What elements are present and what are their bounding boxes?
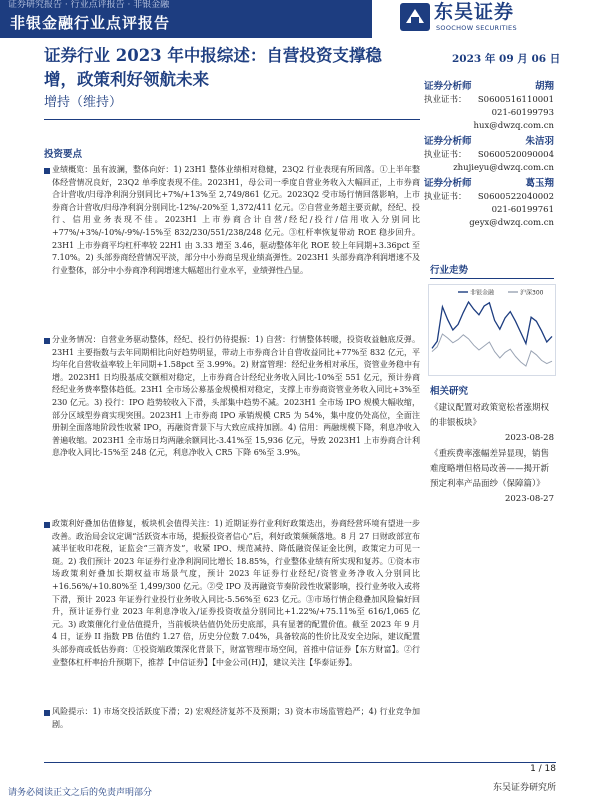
related-item-date: 2023-08-28 [504,433,554,443]
related-item-title[interactable]: 《建议配置对政策宽松者涨期权的非银板块》 [430,403,550,428]
analyst-email[interactable]: hux@dwzq.com.cn [473,121,554,131]
logo-english: SOOCHOW SECURITIES [436,24,517,32]
series-line-0 [432,302,552,348]
report-date: 2023 年 09 月 06 日 [452,53,561,65]
legend-label: 沪深300 [520,289,544,297]
cert-number: S0600520090004 [477,150,554,160]
disclaimer: 请务必阅读正文之后的免责声明部分 [0,786,240,800]
analyst-name: 朱洁羽 [525,136,554,147]
chart-frame [429,285,556,376]
logo-mark-icon [400,3,430,31]
paragraph-risk: 风险提示：1) 市场交投活跃度下滑；2) 宏观经济复苏不及预期；3) 资本市场监管趋严；4) 行业竞争加剧。 [52,707,420,729]
related-item[interactable] [430,447,554,507]
related-item-date: 2023-08-27 [504,494,554,504]
bullet-icon [44,710,50,716]
bullet-icon [44,522,50,528]
report-type-title: 非银金融行业点评报告 [10,14,171,32]
legend-label: 非银金融 [470,289,495,297]
rating: 增持（维持） [44,95,123,110]
analyst-name: 葛玉翔 [525,178,554,189]
company-logo [400,2,596,34]
related-research [430,384,554,508]
analyst-panel [424,80,554,232]
analyst-email[interactable]: geyx@dwzq.com.cn [469,218,554,228]
footer-organization: 东吴证券研究所 [492,783,556,793]
related-item[interactable] [430,401,554,446]
trend-label: 行业走势 [430,265,469,276]
related-item-title[interactable]: 《重疾费率涨幅差异显现，销售难度略增但格局改善——揭开新预定利率产品面纱（保障篇）》 [430,449,550,489]
analyst-role: 证券分析师 [424,136,472,147]
trend-chart-svg [428,284,556,376]
bullet-icon [44,338,50,344]
analyst-phone: 021-60199761 [491,205,554,215]
analyst-phone: 021-60199793 [491,108,554,118]
analyst-card [424,135,554,175]
report-title-line-1: 证券行业 2023 年中报综述：自营投资支撑稳 [44,46,382,65]
cert-number: S0600516110001 [477,95,554,105]
analyst-email[interactable]: zhujieyu@dwzq.com.cn [453,163,554,173]
page-number: 1 / 18 [530,764,556,774]
title-divider [44,119,420,120]
investment-points-label: 投资要点 [44,149,83,160]
cert-label: 执业证书： [424,192,467,202]
related-title: 相关研究 [430,386,469,397]
paragraph-performance: 业绩概览：虽有波澜，整体向好：1) 23H1 整体业绩相对稳健，23Q2 行业表现有所回落。①上半年整体经营情况良好，23Q2 单季度表现不佳。2023H1，母公司一季度自营业务收入大幅回正，上市券商合计营收/归母净利润分别同比+7%/+13%至 2,749/861 亿元。2023Q2 受市场行情回落影响，上市券商合计营收/归母净利润分别同比-12%/-20%至 1,372/411 亿元。②自营业务超主要贡献，经纪、投行、信用业务表现不佳。2023H1 上市券商合计自营/经纪/投行/信用收入分别同比+77%/+3%/-10%/-9%/-15%至 832/230/551/238/248 亿元。③杠杆率恢复带动 ROE 稳步回升。23H1 上市券商平均杠杆率较 22H1 由 3.33 增至 3.46，驱动整体年化 ROE 较上年同期+3.36pct 至 7.10%。2) 头部券商经营情况平淡，部分中小券商呈现业绩高弹性。2023H1 头部券商净利润增速不及行业整体，部分中小券商净利润增速大幅超出行业水平，业绩弹性凸显。 [52,165,420,275]
analyst-role: 证券分析师 [424,178,472,189]
trend-divider [430,278,554,279]
paragraph-business: 分业务情况：自营业务驱动整体，经纪、投行仍待提振：1) 自营：行情整体转暖，投资收益触底反弹。23H1 主要指数与去年同期相比向好趋势明显，带动上市券商合计自营收益同比+77%至 832 亿元，平均年化自营收益率较上年同期+1.58pct 至 3.99%。2) 财富管理：经纪业务相对承压，资管业务稳中有增。2023H1 日均股基成交额相对稳定，上市券商合计经纪业务收入同比-10%至 551 亿元，预计券商经纪业务费率整体趋低。23H1 全市场公募基金规模相对稳定，支撑上市券商资管业务收入同比+3%至 230 亿元。3) 投行：IPO 趋势较收入下滑，头部集中趋势不减。2023H1 全市场 IPO 规模大幅收缩，部分区域型券商实现突围。2023H1 上市券商 IPO 承销规模 CR5 为 54%，集中度仍处高位，全面注册制全面落地阶段性收紧 IPO，再融资背景下与大致应成持加剧。4) 信用：两融规模下降，利息净收入普遍收缩。2023H1 全市场日均两融余额同比-3.41%至 15,936 亿元，导致 2023H1 上市券商合计利息净收入同比-15%至 248 亿元，利息净收入 CR5 下降 6%至 3.9%。 [52,335,420,458]
header-band [0,0,372,38]
analyst-card [424,177,554,230]
bullet-icon [44,168,50,174]
paragraph-policy: 政策利好叠加估值修复，板块机会值得关注：1) 近期证券行业利好政策迭出，券商经营环境有望进一步改善。政治局会议定调“活跃资本市场，提振投资者信心”后，利好政策频频落地。8 月 27 日财政部宣布减半征收印花税，证监会“三箭齐发”，收紧 IPO、规范减持、降低融资保证金比例，政策定力可见一斑。2) 我们预计 2023 年证券行业净利润同比增长 18.85%，行业整体业绩有所实现和复苏。①资本市场政策利好叠加长期权益市场景气度，预计 2023 年证券行业经纪/资管业务净收入分别同比+16.56%/+10.80%至 1,499/300 亿元。②受 IPO 及再融资节奏阶段性收紧影响，投行业务收入或将下滑，预计 2023 年证券行业投行业务收入同比-5.56%至 623 亿元。③市场行情企稳叠加风险偏好回升，预计证券行业 2023 年利息净收入/证券投资收益分别同比+1.22%/+75.11%至 616/1,065 亿元。3) 政策催化行业估值提升，当前板块估值仍处历史底部，具有显著的配置价值。截至 2023 年 9 月 4 日，证券 II 指数 PB 估值约 1.27 倍，历史分位数 7.04%，具备较高的性价比及安全边际，建议配置头部券商或低估券商：①投资端政策深化背景下，财富管理市场空间，首推中信证券【东方财富】。②行业整体杠杆率抬升预期下，推荐【中信证券】【中金公司(H)】，建议关注【华泰证券】。 [52,519,420,667]
cert-label: 执业证书： [424,95,467,105]
analyst-role: 证券分析师 [424,81,472,92]
analyst-name: 胡翔 [534,81,554,92]
footer-divider [44,762,556,763]
logo-name: 东吴证券 [434,1,515,23]
report-title [44,44,454,92]
report-title-line-2: 增，政策利好领航未来 [44,70,209,89]
cert-number: S0600522040002 [477,192,554,202]
analyst-card [424,80,554,133]
report-category: 证券研究报告 · 行业点评报告 · 非银金融 [8,0,170,10]
cert-label: 执业证书： [424,150,467,160]
series-line-1 [432,334,552,366]
industry-trend-chart [428,284,556,376]
